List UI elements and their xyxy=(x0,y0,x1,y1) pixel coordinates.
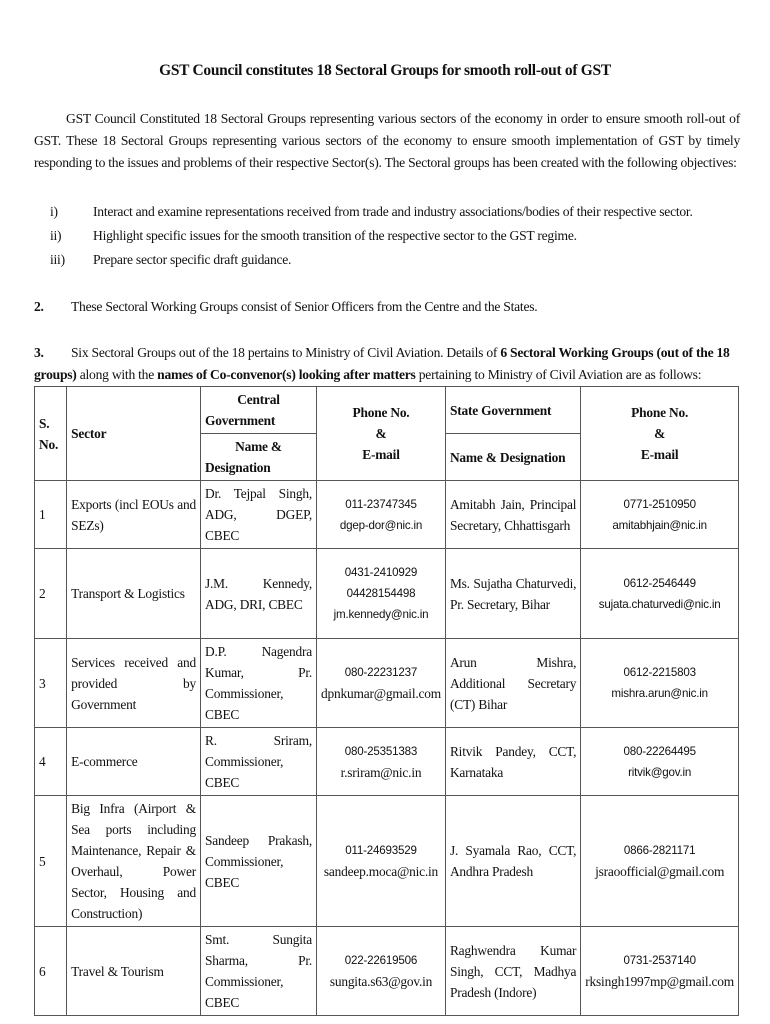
cell-central-name: Smt. Sungita Sharma, Pr. Commissioner, CBEC xyxy=(200,927,316,1016)
central-phone: 011-23747345 xyxy=(345,497,417,511)
cell-state-contact xyxy=(581,728,739,796)
cell-sno: 4 xyxy=(35,728,67,796)
state-phone: 080-22264495 xyxy=(623,744,696,758)
paragraph-number: 3. xyxy=(34,345,44,360)
cell-central-contact xyxy=(317,549,446,639)
cell-sector: Travel & Tourism xyxy=(67,927,201,1016)
paragraph-3 xyxy=(34,342,740,386)
cell-state-name: Ms. Sujatha Chaturvedi, Pr. Secretary, Bihar xyxy=(445,549,580,639)
cell-central-name: Dr. Tejpal Singh, ADG, DGEP, CBEC xyxy=(200,481,316,549)
state-email: rksingh1997mp@gmail.com xyxy=(585,974,734,989)
cell-central-contact xyxy=(317,796,446,927)
state-phone: 0771-2510950 xyxy=(623,497,696,511)
header-central-phone xyxy=(317,387,446,481)
cell-sno: 3 xyxy=(35,639,67,728)
cell-state-name: Amitabh Jain, Principal Secretary, Chhattisgarh xyxy=(445,481,580,549)
intro-paragraph: GST Council Constituted 18 Sectoral Groups representing various sectors of the economy in order to ensure smooth roll-out of GST. These 18 Sectoral Groups representing various sectors of the economy to ensure smooth implementation of GST by timely responding to the issues and problems of their respective Sector(s). The Sectoral groups has been created with the following objectives: xyxy=(34,111,740,170)
page-title: GST Council constitutes 18 Sectoral Groups for smooth roll-out of GST xyxy=(159,62,611,79)
cell-central-name: D.P. Nagendra Kumar, Pr. Commissioner, CBEC xyxy=(200,639,316,728)
paragraph-text: pertaining to Ministry of Civil Aviation are as follows: xyxy=(415,367,702,382)
header-sector: Sector xyxy=(67,387,201,481)
state-email: ritvik@gov.in xyxy=(628,765,692,779)
cell-central-contact xyxy=(317,927,446,1016)
table-row xyxy=(35,481,739,549)
cell-state-name: Raghwendra Kumar Singh, CCT, Madhya Pradesh (Indore) xyxy=(445,927,580,1016)
header-central-name-designation: Name & Designation xyxy=(200,434,316,481)
state-email: jsraoofficial@gmail.com xyxy=(595,864,725,879)
cell-central-name: J.M. Kennedy, ADG, DRI, CBEC xyxy=(200,549,316,639)
objective-text: Highlight specific issues for the smooth transition of the respective sector to the GST regime. xyxy=(93,228,577,243)
cell-central-name: R. Sriram, Commissioner, CBEC xyxy=(200,728,316,796)
paragraph-2 xyxy=(34,296,740,318)
header-phone-label: Phone No. xyxy=(352,405,410,420)
central-email: sandeep.moca@nic.in xyxy=(323,864,439,879)
header-state-phone xyxy=(581,387,739,481)
central-phone-alt: 04428154498 xyxy=(346,587,416,600)
state-email: sujata.chaturvedi@nic.in xyxy=(598,597,721,611)
cell-state-contact xyxy=(581,639,739,728)
paragraph-text: Six Sectoral Groups out of the 18 pertains to Ministry of Civil Aviation. Details of xyxy=(71,345,501,360)
objective-number: ii) xyxy=(50,228,62,243)
objective-number: i) xyxy=(50,204,58,219)
cell-state-name: Arun Mishra, Additional Secretary (CT) Bihar xyxy=(445,639,580,728)
table-row xyxy=(35,728,739,796)
cell-sno: 2 xyxy=(35,549,67,639)
cell-sno: 5 xyxy=(35,796,67,927)
cell-central-name: Sandeep Prakash, Commissioner, CBEC xyxy=(200,796,316,927)
cell-sno: 6 xyxy=(35,927,67,1016)
sectoral-groups-table xyxy=(34,386,739,1016)
central-phone: 0431-2410929 xyxy=(344,566,418,579)
table-row xyxy=(35,927,739,1016)
cell-state-contact xyxy=(581,549,739,639)
cell-central-contact xyxy=(317,639,446,728)
header-central-government: Central Government xyxy=(200,387,316,434)
table-row xyxy=(35,639,739,728)
state-email: amitabhjain@nic.in xyxy=(612,518,707,532)
state-phone: 0612-2215803 xyxy=(623,666,696,679)
cell-central-contact xyxy=(317,728,446,796)
central-phone: 011-24693529 xyxy=(345,844,417,857)
cell-state-contact xyxy=(581,796,739,927)
cell-sector: Transport & Logistics xyxy=(67,549,201,639)
central-phone: 080-22231237 xyxy=(344,666,418,679)
central-email: r.sriram@nic.in xyxy=(340,764,422,780)
cell-state-contact xyxy=(581,927,739,1016)
cell-central-contact xyxy=(317,481,446,549)
table-row xyxy=(35,796,739,927)
table-row xyxy=(35,549,739,639)
paragraph-text: along with the xyxy=(76,367,158,382)
state-email: mishra.arun@nic.in xyxy=(611,687,708,700)
central-email: dpnkumar@gmail.com xyxy=(321,686,441,701)
cell-sector: E-commerce xyxy=(67,728,201,796)
header-sno: S. No. xyxy=(35,387,67,481)
header-state-government: State Government xyxy=(445,387,580,434)
cell-state-name: Ritvik Pandey, CCT, Karnataka xyxy=(445,728,580,796)
paragraph-bold: 6 Sectoral Working Groups (out of the 18 groups) xyxy=(34,345,730,382)
cell-sector: Services received and provided by Government xyxy=(67,639,201,728)
cell-sno: 1 xyxy=(35,481,67,549)
objective-text: Interact and examine representations received from trade and industry associations/bodies of their respective sector. xyxy=(93,204,693,219)
paragraph-bold: names of Co-convenor(s) looking after matters xyxy=(157,367,416,382)
header-email-label: E-mail xyxy=(640,447,679,462)
header-ampersand: & xyxy=(375,426,387,441)
cell-state-name: J. Syamala Rao, CCT, Andhra Pradesh xyxy=(445,796,580,927)
header-email-label: E-mail xyxy=(362,447,400,462)
objective-text: Prepare sector specific draft guidance. xyxy=(93,252,292,267)
central-email: sungita.s63@gov.in xyxy=(329,974,433,989)
cell-sector: Exports (incl EOUs and SEZs) xyxy=(67,481,201,549)
header-ampersand: & xyxy=(654,426,666,441)
objective-number: iii) xyxy=(50,252,65,267)
central-email: jm.kennedy@nic.in xyxy=(333,608,429,621)
state-phone: 0731-2537140 xyxy=(623,954,696,967)
central-phone: 080-25351383 xyxy=(344,744,418,758)
header-state-name-designation: Name & Designation xyxy=(445,434,580,481)
header-phone-label: Phone No. xyxy=(631,405,689,420)
paragraph-number: 2. xyxy=(34,299,44,314)
state-phone: 0866-2821171 xyxy=(623,844,696,857)
central-email: dgep-dor@nic.in xyxy=(339,518,423,532)
cell-state-contact xyxy=(581,481,739,549)
central-phone: 022-22619506 xyxy=(344,954,418,967)
table-header-row xyxy=(35,387,739,434)
state-phone: 0612-2546449 xyxy=(623,576,696,590)
cell-sector: Big Infra (Airport & Sea ports including Maintenance, Repair & Overhaul, Power Sector, Housing and Construction) xyxy=(67,796,201,927)
paragraph-text: These Sectoral Working Groups consist of Senior Officers from the Centre and the States. xyxy=(71,299,538,314)
